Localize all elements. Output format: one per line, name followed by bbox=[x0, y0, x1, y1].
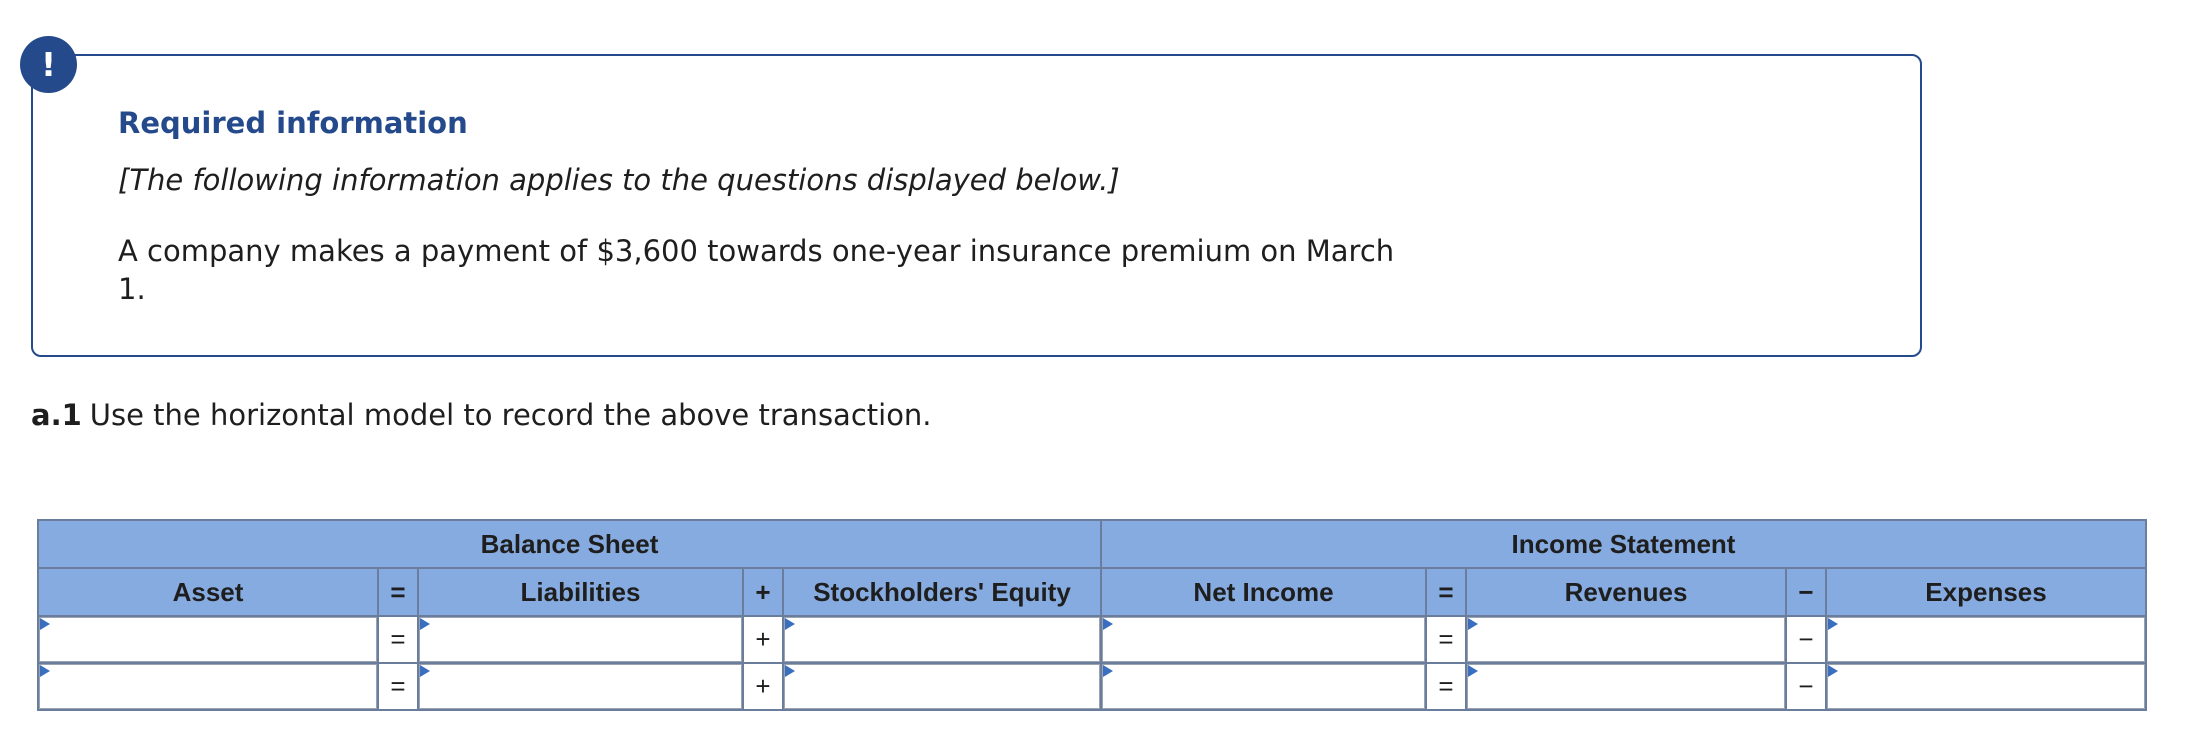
net-income-input[interactable] bbox=[1103, 618, 1424, 661]
col-net-income: Net Income bbox=[1101, 568, 1426, 616]
plus-sign: + bbox=[743, 663, 783, 710]
required-information-box bbox=[31, 54, 1922, 357]
asset-input[interactable] bbox=[40, 665, 376, 708]
col-asset: Asset bbox=[38, 568, 378, 616]
question-number: a.1 bbox=[31, 398, 82, 432]
horizontal-model-table bbox=[37, 519, 2147, 711]
question-text: Use the horizontal model to record the above transaction. bbox=[89, 398, 932, 432]
col-liabilities: Liabilities bbox=[418, 568, 743, 616]
equals-sign: = bbox=[378, 616, 418, 663]
col-equals: = bbox=[1426, 568, 1466, 616]
minus-sign: − bbox=[1786, 663, 1826, 710]
info-note: [The following information applies to the questions displayed below.] bbox=[118, 163, 1120, 197]
revenues-input[interactable] bbox=[1468, 665, 1784, 708]
col-plus: + bbox=[743, 568, 783, 616]
minus-sign: − bbox=[1786, 616, 1826, 663]
liabilities-input[interactable] bbox=[420, 665, 741, 708]
plus-sign: + bbox=[743, 616, 783, 663]
revenues-input[interactable] bbox=[1468, 618, 1784, 661]
info-title: Required information bbox=[118, 106, 468, 140]
net-income-input[interactable] bbox=[1103, 665, 1424, 708]
col-minus: − bbox=[1786, 568, 1826, 616]
income-statement-header: Income Statement bbox=[1101, 520, 2146, 568]
stockholders-equity-input[interactable] bbox=[785, 665, 1099, 708]
expenses-input[interactable] bbox=[1828, 618, 2144, 661]
balance-sheet-header: Balance Sheet bbox=[38, 520, 1101, 568]
liabilities-input[interactable] bbox=[420, 618, 741, 661]
info-text: A company makes a payment of $3,600 towards one-year insurance premium on March 1. bbox=[118, 234, 1395, 306]
col-expenses: Expenses bbox=[1826, 568, 2146, 616]
col-stockholders-equity: Stockholders' Equity bbox=[783, 568, 1101, 616]
table-row bbox=[38, 616, 2146, 663]
equals-sign: = bbox=[378, 663, 418, 710]
exclamation-icon: ! bbox=[20, 36, 77, 93]
equals-sign: = bbox=[1426, 663, 1466, 710]
col-equals: = bbox=[378, 568, 418, 616]
stockholders-equity-input[interactable] bbox=[785, 618, 1099, 661]
table-row bbox=[38, 663, 2146, 710]
asset-input[interactable] bbox=[40, 618, 376, 661]
expenses-input[interactable] bbox=[1828, 665, 2144, 708]
question bbox=[31, 398, 932, 432]
equals-sign: = bbox=[1426, 616, 1466, 663]
col-revenues: Revenues bbox=[1466, 568, 1786, 616]
